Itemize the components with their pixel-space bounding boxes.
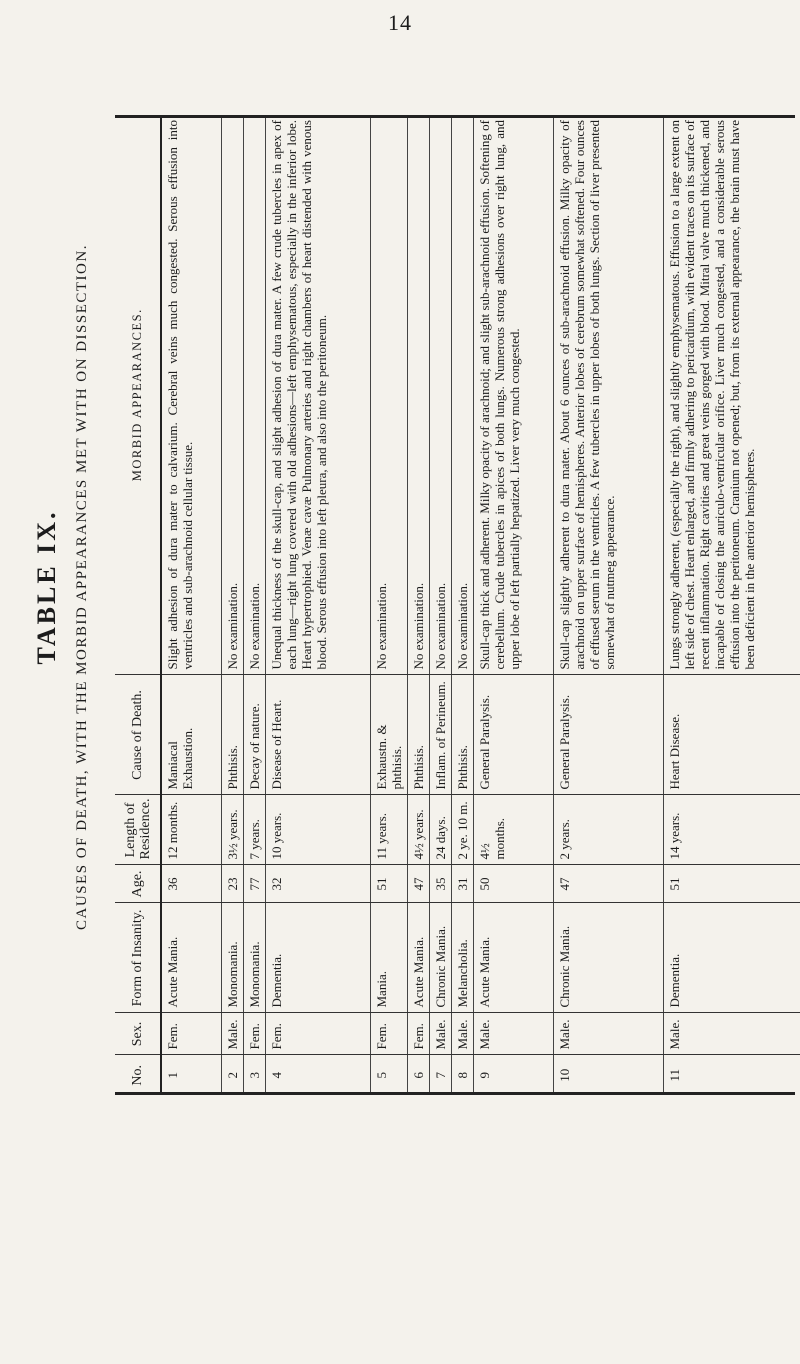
- header-morbid: MORBID APPEARANCES.: [115, 115, 161, 675]
- cell-morbid: Slight adhesion of dura mater to calvarium. Cerebral veins much congested. Serous effusion into ventricles and sub-arachnoid cellular tissue.: [165, 120, 195, 670]
- cell-form: Dementia.: [663, 903, 800, 1013]
- cell-cause: Decay of nature.: [243, 675, 265, 795]
- cell-sex: Fem.: [161, 1013, 221, 1055]
- table-row: [407, 115, 429, 1095]
- table-title: TABLE IX.: [32, 509, 61, 665]
- header-row: [115, 115, 161, 1095]
- cell-cause: Inflam. of Perineum.: [429, 675, 451, 795]
- table-frame: [115, 115, 795, 1095]
- cell-morbid: Skull-cap slightly adherent to dura mater. About 6 ounces of sub-arachnoid effusion. Milky opacity of arachnoid on upper surface of hemispheres. Anterior lobes of cerebrum somewhat softened. Four ounces of effused serum in the ventricles. A few tubercles in upper lobes of both lungs. Section of liver presented somewhat of nutmeg appearance.: [556, 120, 617, 670]
- cell-age: 47: [553, 865, 663, 903]
- table-row: [243, 115, 265, 1095]
- title-block: [12, 72, 132, 1102]
- cell-form: Monomania.: [243, 903, 265, 1013]
- cell-sex: Male.: [429, 1013, 451, 1055]
- cell-no: 6: [407, 1055, 429, 1095]
- cell-sex: Male.: [663, 1013, 800, 1055]
- cell-no: 1: [161, 1055, 221, 1095]
- cell-morbid: Unequal thickness of the skull-cap, and slight adhesion of dura mater. A few crude tubercles in apex of each lung—right lung covered with old adhesions—left emphysematous, especially in the inferior lobe. Heart hypertrophied. Venæ cavæ Pulmonary arteries and right chambers of heart distended with venous blood. Serous effusion into left pleura, and also into the peritoneum.: [268, 120, 329, 670]
- cell-form: Acute Mania.: [473, 903, 553, 1013]
- cell-cause: Phthisis.: [451, 675, 473, 795]
- cell-length: 24 days.: [429, 795, 451, 865]
- cell-cause: Exhaustn. & phthisis.: [370, 675, 407, 795]
- header-form: Form of Insanity.: [115, 903, 161, 1013]
- cell-cause: Disease of Heart.: [265, 675, 370, 795]
- cell-age: 77: [243, 865, 265, 903]
- header-cause: Cause of Death.: [115, 675, 161, 795]
- cell-morbid: Lungs strongly adherent, (especially the right), and slightly emphysematous. Effusion to a large extent on left side of chest. Heart enlarged, and firmly adhering to pericardium, with evident traces on its surface of recent inflammation. Right cavities and great veins gorged with blood. Mitral valve much thickened, and incapable of closing the auriculo-ventricular orifice. Liver much congested, and a considerable serous effusion into the peritoneum. Cranium not opened; but, from its external appearance, the brain must have been deficient in the anterior hemispheres.: [666, 120, 757, 670]
- rotated-table-container: [115, 115, 795, 1095]
- cell-length: 2 ye. 10 m.: [451, 795, 473, 865]
- cell-morbid: No examination.: [373, 582, 389, 670]
- cell-morbid: No examination.: [432, 582, 448, 670]
- table-row: [553, 115, 663, 1095]
- cell-form: Dementia.: [265, 903, 370, 1013]
- cell-no: 10: [553, 1055, 663, 1095]
- cell-age: 50: [473, 865, 553, 903]
- cell-sex: Male.: [553, 1013, 663, 1055]
- cell-form: Melancholia.: [451, 903, 473, 1013]
- cell-age: 23: [221, 865, 243, 903]
- cell-length: 14 years.: [663, 795, 800, 865]
- cell-form: Acute Mania.: [407, 903, 429, 1013]
- cell-age: 36: [161, 865, 221, 903]
- cell-age: 32: [265, 865, 370, 903]
- page-number: 14: [388, 10, 412, 35]
- cell-morbid: No examination.: [246, 582, 262, 670]
- cell-age: 51: [663, 865, 800, 903]
- cell-age: 47: [407, 865, 429, 903]
- cell-age: 35: [429, 865, 451, 903]
- table-row: [265, 115, 370, 1095]
- cell-sex: Fem.: [243, 1013, 265, 1055]
- cell-morbid: No examination.: [224, 582, 240, 670]
- table-row: [221, 115, 243, 1095]
- cell-age: 31: [451, 865, 473, 903]
- table-row: [429, 115, 451, 1095]
- table-row: [161, 115, 221, 1095]
- morbid-appearances-table: [115, 115, 800, 1095]
- cell-sex: Male.: [451, 1013, 473, 1055]
- cell-no: 8: [451, 1055, 473, 1095]
- cell-length: 3½ years.: [221, 795, 243, 865]
- cell-sex: Fem.: [407, 1013, 429, 1055]
- cell-cause: General Paralysis.: [553, 675, 663, 795]
- cell-length: 11 years.: [370, 795, 407, 865]
- cell-length: 12 months.: [161, 795, 221, 865]
- cell-cause: Phthisis.: [407, 675, 429, 795]
- table-row: [663, 115, 800, 1095]
- cell-form: Chronic Mania.: [429, 903, 451, 1013]
- table-row: [473, 115, 553, 1095]
- cell-sex: Male.: [221, 1013, 243, 1055]
- cell-length: 2 years.: [553, 795, 663, 865]
- cell-sex: Fem.: [370, 1013, 407, 1055]
- cell-morbid: No examination.: [454, 582, 470, 670]
- header-no: No.: [115, 1055, 161, 1095]
- cell-no: 2: [221, 1055, 243, 1095]
- cell-cause: Phthisis.: [221, 675, 243, 795]
- cell-no: 4: [265, 1055, 370, 1095]
- cell-no: 5: [370, 1055, 407, 1095]
- cell-form: Mania.: [370, 903, 407, 1013]
- cell-age: 51: [370, 865, 407, 903]
- cell-length: 4½ months.: [473, 795, 553, 865]
- cell-no: 7: [429, 1055, 451, 1095]
- cell-sex: Male.: [473, 1013, 553, 1055]
- cell-morbid: Skull-cap thick and adherent. Milky opacity of arachnoid; and slight sub-arachnoid effusion. Softening of cerebellum. Crude tubercles in apices of both lungs. Numerous strong adhesions over right lung, and upper lobe of left partially hepatized. Liver very much congested.: [476, 120, 522, 670]
- cell-no: 11: [663, 1055, 800, 1095]
- cell-cause: General Paralysis.: [473, 675, 553, 795]
- header-age: Age.: [115, 865, 161, 903]
- cell-form: Monomania.: [221, 903, 243, 1013]
- cell-morbid: No examination.: [410, 582, 426, 670]
- header-sex: Sex.: [115, 1013, 161, 1055]
- cell-length: 4½ years.: [407, 795, 429, 865]
- cell-length: 7 years.: [243, 795, 265, 865]
- cell-no: 3: [243, 1055, 265, 1095]
- cell-no: 9: [473, 1055, 553, 1095]
- table-subtitle: CAUSES OF DEATH, WITH THE MORBID APPEARANCES MET WITH ON DISSECTION.: [74, 244, 90, 930]
- cell-length: 10 years.: [265, 795, 370, 865]
- cell-sex: Fem.: [265, 1013, 370, 1055]
- table-row: [370, 115, 407, 1095]
- cell-form: Acute Mania.: [161, 903, 221, 1013]
- cell-cause: Heart Disease.: [663, 675, 800, 795]
- cell-cause: Maniacal Exhaustion.: [161, 675, 221, 795]
- header-length: Length of Residence.: [115, 795, 161, 865]
- cell-form: Chronic Mania.: [553, 903, 663, 1013]
- table-row: [451, 115, 473, 1095]
